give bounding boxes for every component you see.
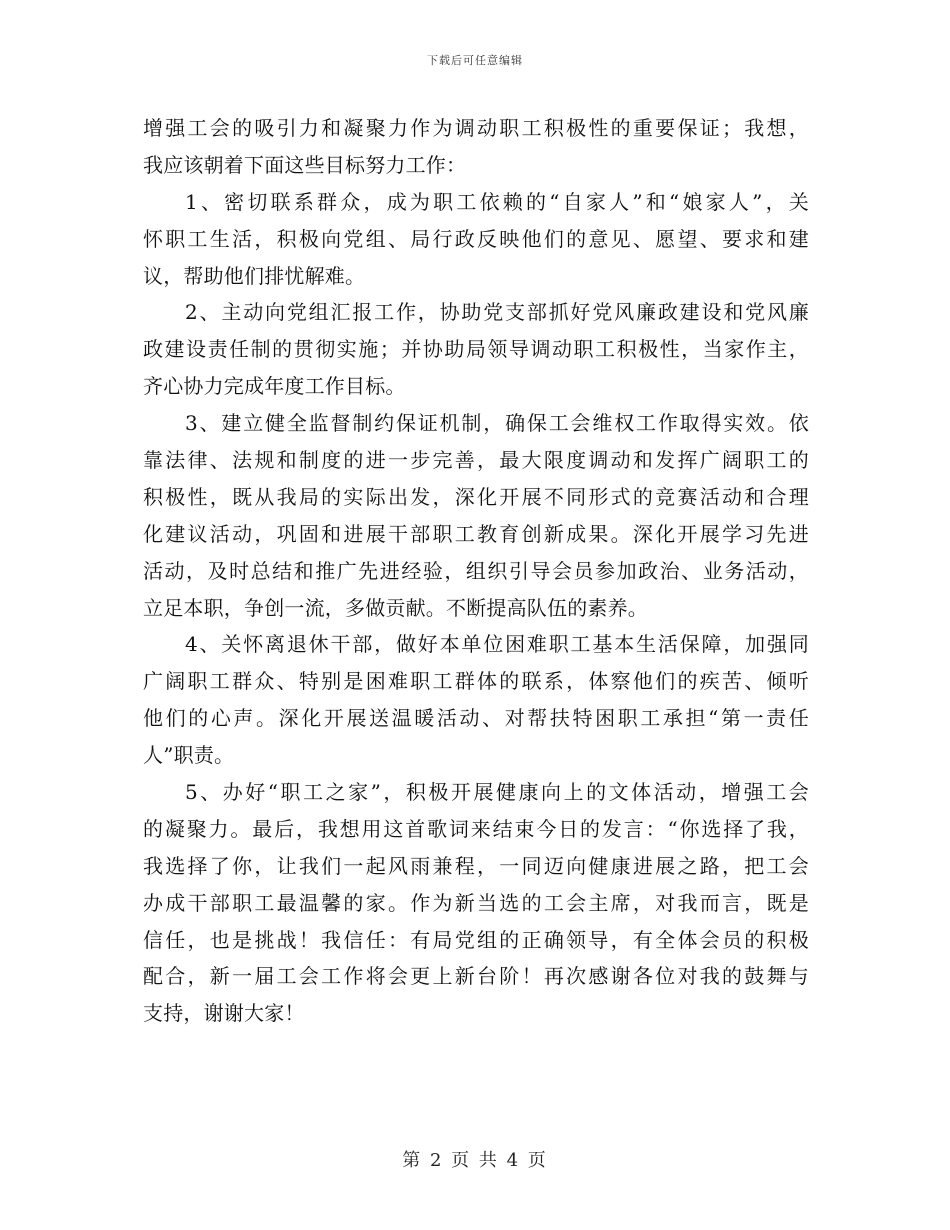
text-line: 政建设责任制的贯彻实施；并协助局领导调动职工积极性，当家作主，: [143, 337, 809, 362]
text-line: 广阔职工群众、特别是困难职工群体的联系，体察他们的疾苦、倾听: [143, 669, 809, 694]
text-line: 议，帮助他们排忧解难。: [143, 263, 366, 288]
text-line: 他们的心声。深化开展送温暖活动、对帮扶特困职工承担“第一责任: [143, 706, 809, 731]
text-line: 办成干部职工最温馨的家。作为新当选的工会主席，对我而言，既是: [143, 890, 809, 915]
page-footer: 第 2 页 共 4 页: [402, 1150, 548, 1171]
text-line: 的凝聚力。最后，我想用这首歌词来结束今日的发言：“你选择了我，: [143, 816, 809, 841]
text-line: 化建议活动，巩固和进展干部职工教育创新成果。深化开展学习先进: [143, 521, 809, 546]
text-line: 配合，新一届工会工作将会更上新台阶！再次感谢各位对我的鼓舞与: [143, 964, 809, 989]
document-body: [143, 110, 809, 1032]
text-line: 活动，及时总结和推广先进经验，组织引导会员参加政治、业务活动，: [143, 558, 809, 583]
text-line: 增强工会的吸引力和凝聚力作为调动职工积极性的重要保证；我想，: [143, 116, 809, 140]
text-line: 怀职工生活，积极向党组、局行政反映他们的意见、愿望、要求和建: [143, 226, 809, 251]
text-line: 积极性，既从我局的实际出发，深化开展不同形式的竞赛活动和合理: [143, 484, 809, 509]
text-line: 2、主动向党组汇报工作，协助党支部抓好党风廉政建设和党风廉: [185, 300, 809, 325]
text-line: 我选择了你，让我们一起风雨兼程，一同迈向健康进展之路，把工会: [143, 853, 809, 878]
text-line: 信任，也是挑战！我信任：有局党组的正确领导，有全体会员的积极: [143, 927, 809, 952]
text-line: 1、密切联系群众，成为职工依赖的“自家人”和“娘家人”，关: [185, 189, 809, 214]
text-line: 靠法律、法规和制度的进一步完善，最大限度调动和发挥广阔职工的: [143, 448, 809, 473]
page-header: 下载后可任意编辑: [427, 54, 523, 67]
text-line: 齐心协力完成年度工作目标。: [143, 374, 406, 399]
text-line: 5、办好“职工之家”，积极开展健康向上的文体活动，增强工会: [185, 780, 809, 805]
text-line: 支持，谢谢大家！: [143, 1001, 305, 1026]
text-line: 人”职责。: [143, 743, 235, 768]
text-line: 4、关怀离退休干部，做好本单位困难职工基本生活保障，加强同: [185, 632, 809, 657]
text-line: 我应该朝着下面这些目标努力工作：: [143, 152, 467, 177]
text-line: 立足本职，争创一流，多做贡献。不断提高队伍的素养。: [143, 595, 648, 620]
text-line: 3、建立健全监督制约保证机制，确保工会维权工作取得实效。依: [185, 411, 809, 436]
